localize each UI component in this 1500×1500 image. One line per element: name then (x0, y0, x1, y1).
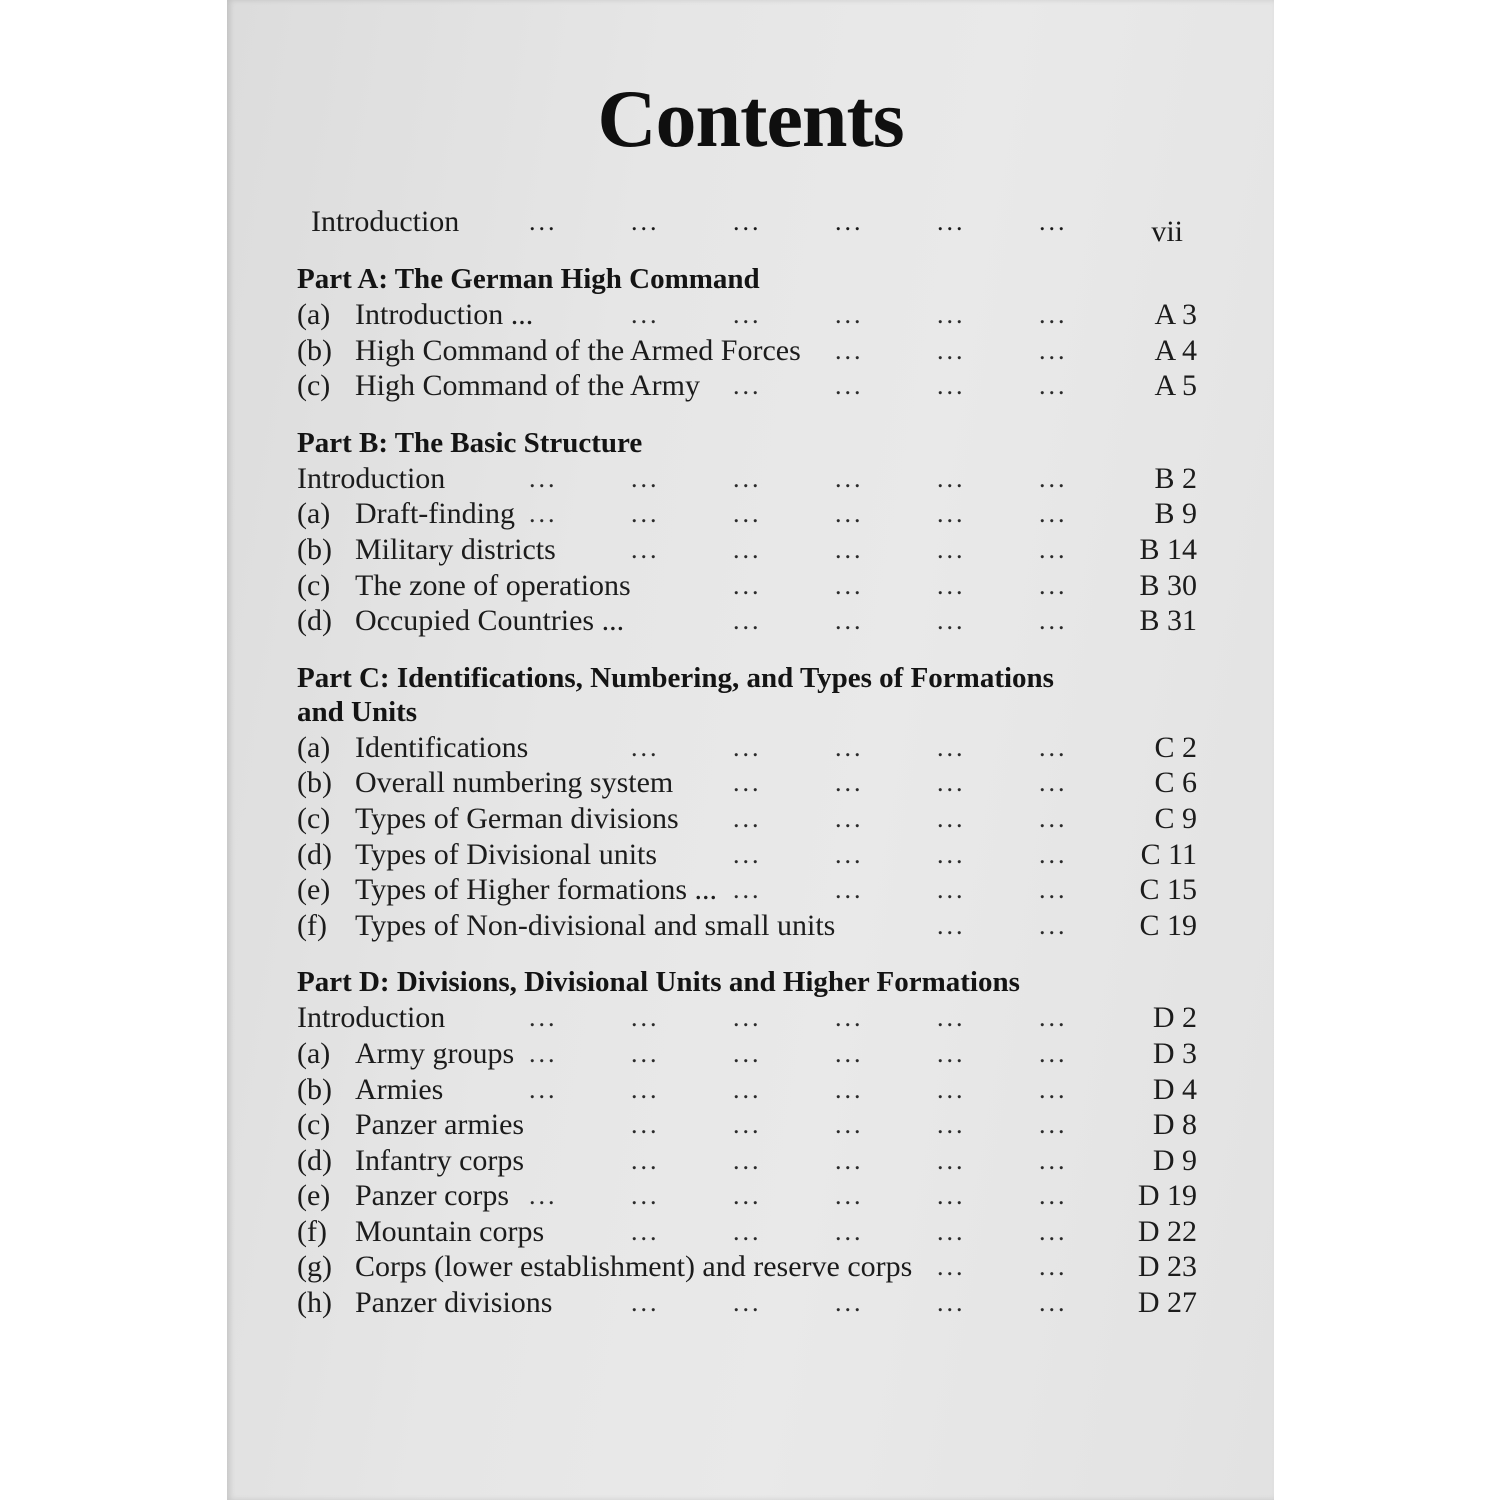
toc-entry-page: D 9 (1152, 1143, 1197, 1177)
toc-entry-page: D 19 (1137, 1179, 1197, 1213)
toc-entry-page: B 31 (1139, 604, 1197, 638)
dot-leader: ... (937, 207, 966, 236)
toc-entry-label: Draft-finding (355, 497, 515, 531)
dot-leader: ... (1039, 300, 1068, 329)
dot-leader: ... (937, 1003, 966, 1033)
part-heading (297, 262, 1197, 296)
part-heading (297, 426, 1197, 460)
part-heading (297, 965, 1197, 999)
dot-leader: ... (1039, 463, 1068, 493)
toc-entry-letter: (b) (297, 766, 332, 800)
dot-leader: ... (937, 1252, 966, 1282)
dot-leader: ... (835, 606, 864, 636)
dot-leader: ... (937, 463, 966, 493)
part-heading-text: Part D: Divisions, Divisional Units and Higher Formations (297, 966, 1020, 999)
toc-entry[interactable] (297, 837, 1197, 873)
toc-entry-label: High Command of the Army (355, 369, 700, 403)
toc-entry-page: A 4 (1154, 333, 1197, 367)
toc-entry-label: Types of German divisions (355, 801, 679, 835)
dot-leader: ... (835, 803, 864, 833)
dot-leader: ... (937, 534, 966, 564)
toc-entry-page: A 3 (1154, 298, 1197, 331)
toc-entry[interactable] (297, 461, 1197, 497)
dot-leader: ... (733, 207, 762, 236)
toc-entry[interactable] (297, 568, 1197, 604)
toc-entry-letter: (a) (297, 730, 331, 764)
dot-leader: ... (937, 1110, 966, 1140)
toc-entry-letter: (f) (297, 1214, 327, 1248)
toc-entry-label: Military districts (355, 532, 556, 566)
toc-entry-letter: (a) (297, 298, 331, 331)
dot-leader: ... (835, 207, 864, 236)
toc-entry-letter: (f) (297, 908, 327, 942)
dot-leader: ... (733, 463, 762, 493)
toc-entry-letter: (c) (297, 369, 331, 403)
dot-leader: ... (733, 1003, 762, 1033)
toc-entry[interactable] (297, 297, 1197, 333)
dot-leader: ... (733, 534, 762, 564)
dot-leader: ... (631, 463, 660, 493)
dot-leader: ... (1039, 732, 1068, 762)
dot-leader: ... (733, 1074, 762, 1104)
toc-entry[interactable] (297, 872, 1197, 908)
toc-entry-letter: (c) (297, 801, 331, 835)
toc-entry-letter: (b) (297, 333, 332, 367)
dot-leader: ... (529, 499, 558, 529)
toc-entry[interactable] (297, 1107, 1197, 1143)
dot-leader: ... (733, 768, 762, 798)
dot-leader: ... (733, 875, 762, 905)
toc-part-section (297, 262, 1197, 404)
dot-leader: ... (835, 335, 864, 365)
toc-entry-page: C 9 (1154, 801, 1197, 835)
toc-entry-page: A 5 (1154, 369, 1197, 403)
toc-entry-page: D 8 (1152, 1108, 1197, 1142)
dot-leader: ... (937, 606, 966, 636)
toc-entry[interactable] (297, 496, 1197, 532)
toc-entry[interactable] (297, 1178, 1197, 1214)
toc-part-section (297, 661, 1197, 944)
toc-entry[interactable] (297, 333, 1197, 369)
dot-leader: ... (937, 1288, 966, 1318)
dot-leader: ... (1039, 839, 1068, 869)
toc-entry-letter: (c) (297, 568, 331, 602)
dot-leader: ... (835, 732, 864, 762)
toc-part-section (297, 426, 1197, 639)
toc-entry[interactable] (297, 1036, 1197, 1072)
dot-leader: ... (1039, 534, 1068, 564)
toc-entry-label: Occupied Countries ... (355, 604, 625, 638)
dot-leader: ... (835, 839, 864, 869)
toc-entry-letter: (d) (297, 1143, 332, 1177)
toc-entry-page: D 3 (1152, 1036, 1197, 1070)
dot-leader: ... (529, 463, 558, 493)
dot-leader: ... (631, 1074, 660, 1104)
part-heading-text: Part C: Identifications, Numbering, and Types of Formations (297, 661, 1054, 694)
dot-leader: ... (733, 1216, 762, 1246)
dot-leader: ... (1039, 768, 1068, 798)
dot-leader: ... (835, 463, 864, 493)
toc-entry[interactable] (297, 730, 1197, 766)
toc-entry-label: Panzer divisions (355, 1286, 553, 1320)
dot-leader: ... (1039, 803, 1068, 833)
dot-leader: ... (835, 1216, 864, 1246)
toc-entry-label: Introduction ... (355, 298, 534, 331)
dot-leader: ... (1039, 1038, 1068, 1068)
toc-entry-label: The zone of operations (355, 568, 631, 602)
dot-leader: ... (937, 335, 966, 365)
dot-leader: ... (733, 499, 762, 529)
dot-leader: ... (835, 1038, 864, 1068)
toc-entry-letter: (g) (297, 1250, 332, 1284)
toc-entry-letter: (e) (297, 873, 331, 907)
toc-entry[interactable] (297, 1143, 1197, 1179)
toc-entry-label: Panzer armies (355, 1108, 525, 1142)
toc-entry-label: Identifications (355, 730, 529, 764)
part-heading-text: Part A: The German High Command (297, 263, 760, 295)
dot-leader: ... (835, 499, 864, 529)
toc-entry[interactable] (297, 603, 1197, 639)
toc-entry-letter: (c) (297, 1108, 331, 1142)
toc-introduction (311, 204, 1197, 248)
dot-leader: ... (1039, 1074, 1068, 1104)
dot-leader: ... (937, 1074, 966, 1104)
toc-entry-page: D 23 (1137, 1250, 1197, 1284)
dot-leader: ... (937, 803, 966, 833)
toc-entry-letter: (e) (297, 1179, 331, 1213)
toc-entry[interactable] (297, 1285, 1197, 1321)
toc-entry-label: High Command of the Armed Forces (355, 333, 801, 367)
dot-leader: ... (937, 1181, 966, 1211)
dot-leader: ... (631, 300, 660, 329)
toc-entry-letter: (a) (297, 497, 331, 531)
toc-entry[interactable] (297, 765, 1197, 801)
dot-leader: ... (835, 570, 864, 600)
dot-leader: ... (1039, 1252, 1068, 1282)
toc-entry-page: C 2 (1154, 730, 1197, 764)
dot-leader: ... (1039, 1288, 1068, 1318)
dot-leader: ... (733, 1288, 762, 1318)
dot-leader: ... (1039, 1181, 1068, 1211)
dot-leader: ... (631, 1181, 660, 1211)
dot-leader: ... (631, 1216, 660, 1246)
book-page (227, 0, 1274, 1500)
dot-leader: ... (937, 1038, 966, 1068)
dot-leader: ... (631, 1145, 660, 1175)
dot-leader: ... (733, 300, 762, 329)
dot-leader: ... (631, 207, 660, 236)
toc-entry-label: Infantry corps (355, 1143, 525, 1177)
toc-entry[interactable] (297, 1072, 1197, 1108)
dot-leader: ... (733, 1181, 762, 1211)
dot-leader: ... (631, 1288, 660, 1318)
part-heading-text: Part B: The Basic Structure (297, 426, 643, 459)
toc-entry-letter: (h) (297, 1286, 332, 1320)
toc-entry-page: C 11 (1140, 837, 1197, 871)
dot-leader: ... (835, 1003, 864, 1033)
page-title: Contents (597, 73, 904, 164)
dot-leader: ... (631, 534, 660, 564)
toc-entry[interactable] (297, 1249, 1197, 1285)
dot-leader: ... (529, 1003, 558, 1033)
toc-entry-page: B 30 (1139, 568, 1197, 602)
dot-leader: ... (1039, 207, 1068, 236)
toc-entry-page: B 2 (1154, 461, 1197, 495)
toc-entry[interactable] (297, 1000, 1197, 1036)
dot-leader: ... (937, 300, 966, 329)
dot-leader: ... (733, 839, 762, 869)
dot-leader: ... (529, 1038, 558, 1068)
toc-introduction-page: vii (1151, 215, 1183, 248)
dot-leader: ... (1039, 606, 1068, 636)
dot-leader: ... (937, 732, 966, 762)
dot-leader: ... (937, 768, 966, 798)
dot-leader: ... (1039, 910, 1068, 940)
toc-entry-label: Types of Higher formations ... (355, 873, 717, 907)
dot-leader: ... (733, 570, 762, 600)
dot-leader: ... (733, 371, 762, 401)
dot-leader: ... (835, 1145, 864, 1175)
dot-leader: ... (1039, 1145, 1068, 1175)
toc-entry-label: Introduction (297, 461, 446, 495)
dot-leader: ... (529, 1074, 558, 1104)
toc-entry-label: Types of Divisional units (355, 837, 658, 871)
toc-entry[interactable] (297, 368, 1197, 404)
dot-leader: ... (835, 1181, 864, 1211)
dot-leader: ... (835, 300, 864, 329)
dot-leader: ... (835, 875, 864, 905)
dot-leader: ... (733, 732, 762, 762)
dot-leader: ... (733, 1110, 762, 1140)
toc-part-section (297, 965, 1197, 1320)
dot-leader: ... (835, 1288, 864, 1318)
toc-entry-label: Types of Non-divisional and small units (355, 908, 836, 942)
dot-leader: ... (1039, 1216, 1068, 1246)
toc-entry-letter: (a) (297, 1036, 331, 1070)
toc-entry[interactable] (297, 1214, 1197, 1250)
toc-entry-page: D 2 (1152, 1001, 1197, 1035)
part-heading (297, 661, 1197, 729)
dot-leader: ... (631, 499, 660, 529)
dot-leader: ... (835, 371, 864, 401)
toc-entry-page: D 27 (1137, 1286, 1197, 1320)
dot-leader: ... (529, 1181, 558, 1211)
dot-leader: ... (835, 768, 864, 798)
part-heading-text-line2: and Units (297, 695, 418, 728)
dot-leader: ... (937, 371, 966, 401)
dot-leader: ... (937, 499, 966, 529)
dot-leader: ... (733, 1038, 762, 1068)
toc-entry[interactable] (297, 801, 1197, 837)
dot-leader: ... (733, 1145, 762, 1175)
toc-entry-page: D 22 (1137, 1214, 1197, 1248)
toc-entry[interactable] (297, 532, 1197, 568)
toc-entry-letter: (d) (297, 837, 332, 871)
toc-entry[interactable] (297, 908, 1197, 944)
dot-leader: ... (937, 839, 966, 869)
dot-leader: ... (1039, 335, 1068, 365)
dot-leader: ... (733, 803, 762, 833)
toc-entry-label: Introduction (297, 1001, 446, 1035)
dot-leader: ... (937, 1145, 966, 1175)
dot-leader: ... (631, 1038, 660, 1068)
dot-leader: ... (937, 570, 966, 600)
toc-entry-label: Mountain corps (355, 1214, 545, 1248)
toc-entry-letter: (d) (297, 604, 332, 638)
toc-entry-page: C 19 (1139, 908, 1197, 942)
dot-leader: ... (835, 534, 864, 564)
dot-leader: ... (835, 1110, 864, 1140)
dot-leader: ... (937, 910, 966, 940)
toc-entry-label: Panzer corps (355, 1179, 510, 1213)
toc-entry-page: D 4 (1152, 1072, 1197, 1106)
dot-leader: ... (937, 1216, 966, 1246)
dot-leader: ... (1039, 875, 1068, 905)
dot-leader: ... (1039, 371, 1068, 401)
dot-leader: ... (1039, 570, 1068, 600)
toc-entry-label: Army groups (355, 1036, 515, 1070)
dot-leader: ... (937, 875, 966, 905)
toc-entry-letter: (b) (297, 532, 332, 566)
dot-leader: ... (835, 1074, 864, 1104)
table-of-contents (297, 204, 1197, 1321)
dot-leader: ... (733, 606, 762, 636)
dot-leader: ... (1039, 1110, 1068, 1140)
toc-entry-label: Overall numbering system (355, 766, 674, 800)
dot-leader: ... (631, 1110, 660, 1140)
dot-leader: ... (631, 1003, 660, 1033)
toc-entry-label: Armies (355, 1072, 444, 1106)
toc-entry-page: B 9 (1154, 497, 1197, 531)
toc-entry-letter: (b) (297, 1072, 332, 1106)
toc-entry-page: C 15 (1139, 873, 1197, 907)
dot-leader: ... (631, 732, 660, 762)
toc-entry-label: Corps (lower establishment) and reserve corps (355, 1250, 913, 1284)
toc-introduction-label: Introduction (311, 205, 460, 238)
dot-leader: ... (1039, 499, 1068, 529)
toc-entry-page: C 6 (1154, 766, 1197, 800)
toc-entry-page: B 14 (1139, 532, 1197, 566)
dot-leader: ... (529, 207, 558, 236)
dot-leader: ... (1039, 1003, 1068, 1033)
